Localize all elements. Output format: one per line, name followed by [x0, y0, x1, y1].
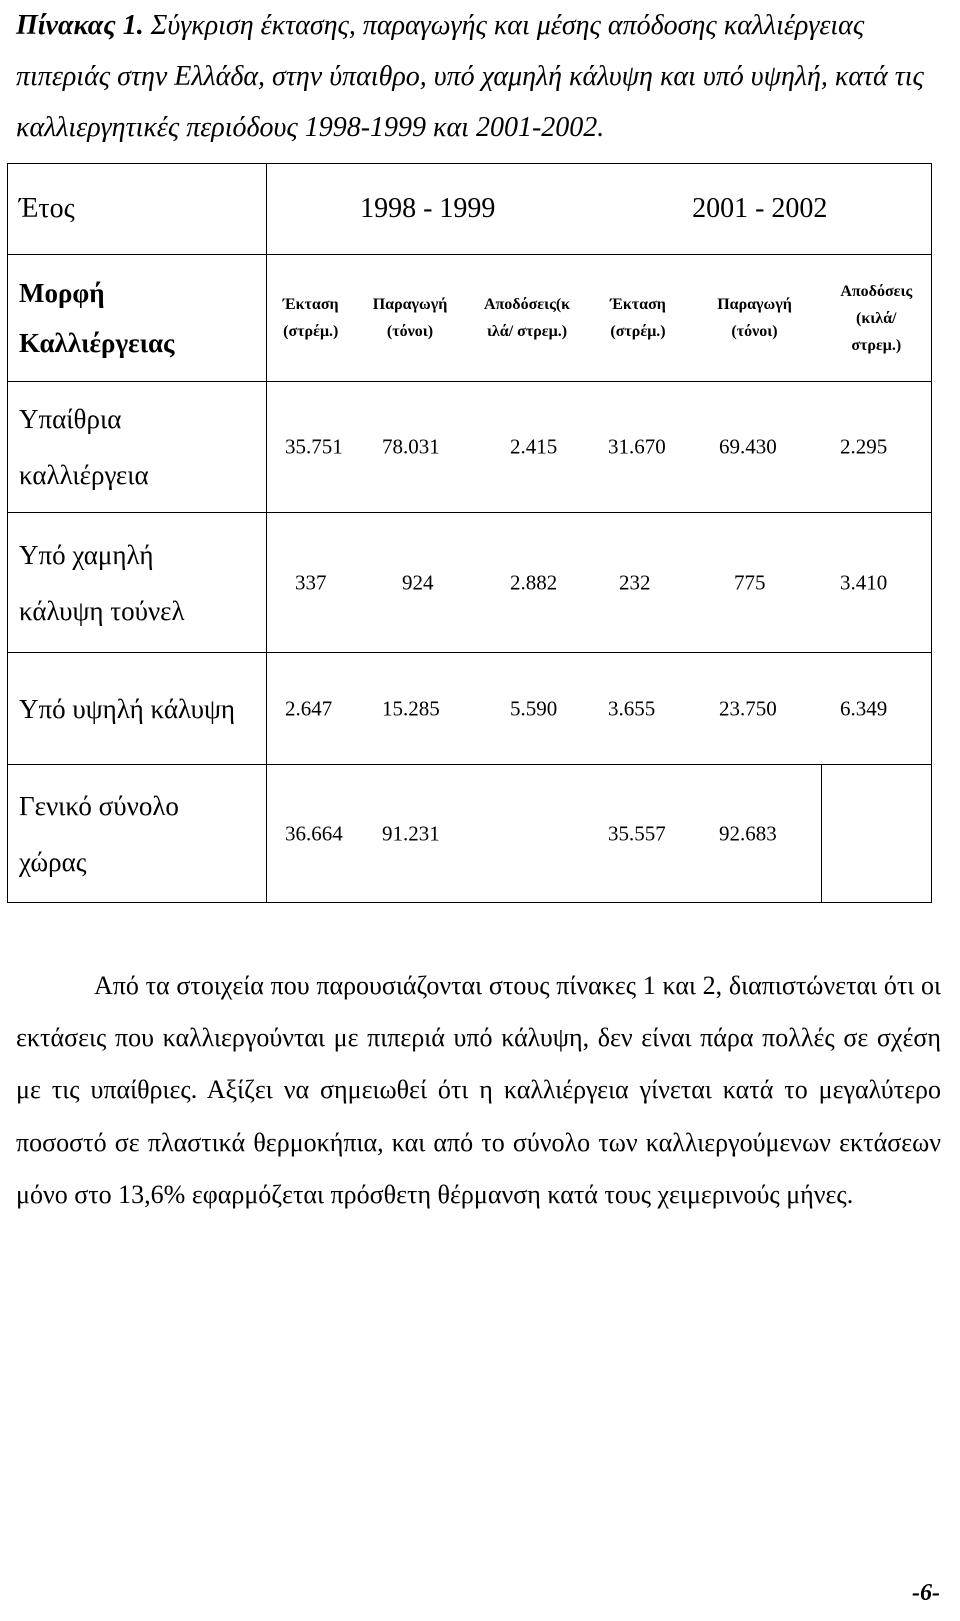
- col-header-production-1: [355, 255, 466, 382]
- value-production-1998: 15.285: [382, 696, 440, 720]
- cultivation-type-header: [8, 255, 267, 382]
- row-label-high-cover: [8, 653, 267, 765]
- period-1-cell: [267, 164, 589, 255]
- col-header-line: Παραγωγή: [372, 296, 448, 313]
- value-production-2001: 775: [734, 570, 766, 594]
- col-header-line: Αποδόσεις(κ: [483, 296, 571, 313]
- col-header-yield-1: [466, 255, 589, 382]
- col-header-yield-2: [822, 255, 932, 382]
- value-area-1998: 2.647: [285, 696, 333, 720]
- column-header-row: [8, 255, 932, 382]
- col-header-line: (τόνοι): [731, 323, 778, 340]
- value-production-2001: 69.430: [719, 434, 777, 459]
- period-2-cell: [589, 164, 932, 255]
- row-label-low-cover: [8, 513, 267, 653]
- value-yield-2001-empty-cell: [822, 765, 932, 903]
- table-caption: [16, 0, 944, 153]
- col-header-line: (τόνοι): [386, 323, 434, 340]
- value-area-2001: 35.557: [608, 821, 666, 845]
- value-area-1998: 337: [295, 570, 327, 594]
- period-2001-2002: 2001 - 2002: [692, 193, 828, 224]
- value-yield-2001: 2.295: [840, 434, 888, 459]
- value-area-1998: 36.664: [285, 821, 343, 845]
- row-label-outdoor: [8, 382, 267, 513]
- value-production-1998: 78.031: [382, 434, 440, 459]
- value-yield-1998: 2.882: [510, 570, 558, 594]
- col-header-production-2: [688, 255, 822, 382]
- row-values-national-total: [267, 765, 822, 903]
- value-production-2001: 23.750: [719, 696, 777, 720]
- table-caption-text: Σύγκριση έκτασης, παραγωγής και μέσης απόδοσης καλλιέργειας πιπεριάς στην Ελλάδα, στην ύπαιθρο, υπό χαμηλή κάλυψη και υπό υψηλή, κατά τις καλλιεργητικές περιόδους 1998-1999 και 2001-2002.: [16, 10, 924, 143]
- col-header-area-1: [267, 255, 355, 382]
- col-header-line: (στρέμ.): [283, 323, 339, 340]
- value-production-1998: 924: [402, 570, 434, 594]
- value-production-2001: 92.683: [719, 821, 777, 845]
- col-header-line: Έκταση: [282, 296, 339, 313]
- row-label-line: Υπό χαμηλή: [19, 539, 154, 570]
- year-row: [8, 164, 932, 255]
- value-yield-2001: 6.349: [840, 696, 888, 720]
- period-1998-1999: 1998 - 1999: [360, 193, 496, 224]
- cultivation-type-header-line-1: Μορφή: [19, 278, 105, 308]
- col-header-area-2: [589, 255, 688, 382]
- table-caption-label: Πίνακας 1.: [16, 10, 144, 41]
- table-row: [8, 653, 932, 765]
- value-area-2001: 31.670: [608, 434, 666, 459]
- row-label-national-total: [8, 765, 267, 903]
- page-number: -6-: [912, 1580, 940, 1606]
- row-label-line: Υπαίθρια: [19, 404, 122, 434]
- table-row: [8, 513, 932, 653]
- col-header-line: στρεμ.): [851, 336, 902, 354]
- col-header-line: (κιλά/: [856, 309, 897, 327]
- cultivation-type-header-line-2: Καλλιέργειας: [19, 328, 175, 358]
- row-values-low-cover: [267, 513, 932, 653]
- col-header-line: (στρέμ.): [610, 323, 666, 340]
- value-yield-1998: 2.415: [510, 434, 558, 459]
- row-values-high-cover: [267, 653, 932, 765]
- value-production-1998: 91.231: [382, 821, 440, 845]
- col-header-line: Έκταση: [610, 296, 666, 313]
- value-yield-2001: 3.410: [840, 570, 888, 594]
- body-paragraph: Από τα στοιχεία που παρουσιάζονται στους πίνακες 1 και 2, διαπιστώνεται ότι οι εκτάσεις που καλλιεργούνται με πιπεριά υπό κάλυψη, δεν είναι πάρα πολλές σε σχέση με τις υπαίθριες. Αξίζει να σημειωθεί ότι η καλλιέργεια γίνεται κατά το μεγαλύτερο ποσοστό σε πλαστικά θερμοκήπια, και από το σύνολο των καλλιεργούμενων εκτάσεων μόνο στο 13,6% εφαρμόζεται πρόσθετη θέρμανση κατά τους χειμερινούς μήνες.: [16, 971, 941, 1209]
- row-label-line: καλλιέργεια: [19, 460, 149, 490]
- row-label-line: κάλυψη τούνελ: [19, 595, 185, 626]
- table-row: [8, 765, 932, 903]
- col-header-line: ιλά/ στρεμ.): [486, 323, 568, 340]
- value-area-1998: 35.751: [285, 434, 343, 459]
- value-area-2001: 232: [619, 570, 651, 594]
- value-area-2001: 3.655: [608, 696, 656, 720]
- row-values-outdoor: [267, 382, 932, 513]
- row-label-line: Υπό υψηλή κάλυψη: [19, 693, 235, 724]
- value-yield-1998: 5.590: [510, 696, 558, 720]
- col-header-line: Αποδόσεις: [840, 282, 913, 300]
- table-row: [8, 382, 932, 513]
- year-label: Έτος: [19, 193, 75, 224]
- col-header-line: Παραγωγή: [717, 296, 792, 313]
- year-label-cell: [8, 164, 267, 255]
- row-label-line: Γενικό σύνολο: [19, 790, 179, 821]
- pepper-cultivation-table: [7, 163, 932, 903]
- row-label-line: χώρας: [19, 846, 87, 877]
